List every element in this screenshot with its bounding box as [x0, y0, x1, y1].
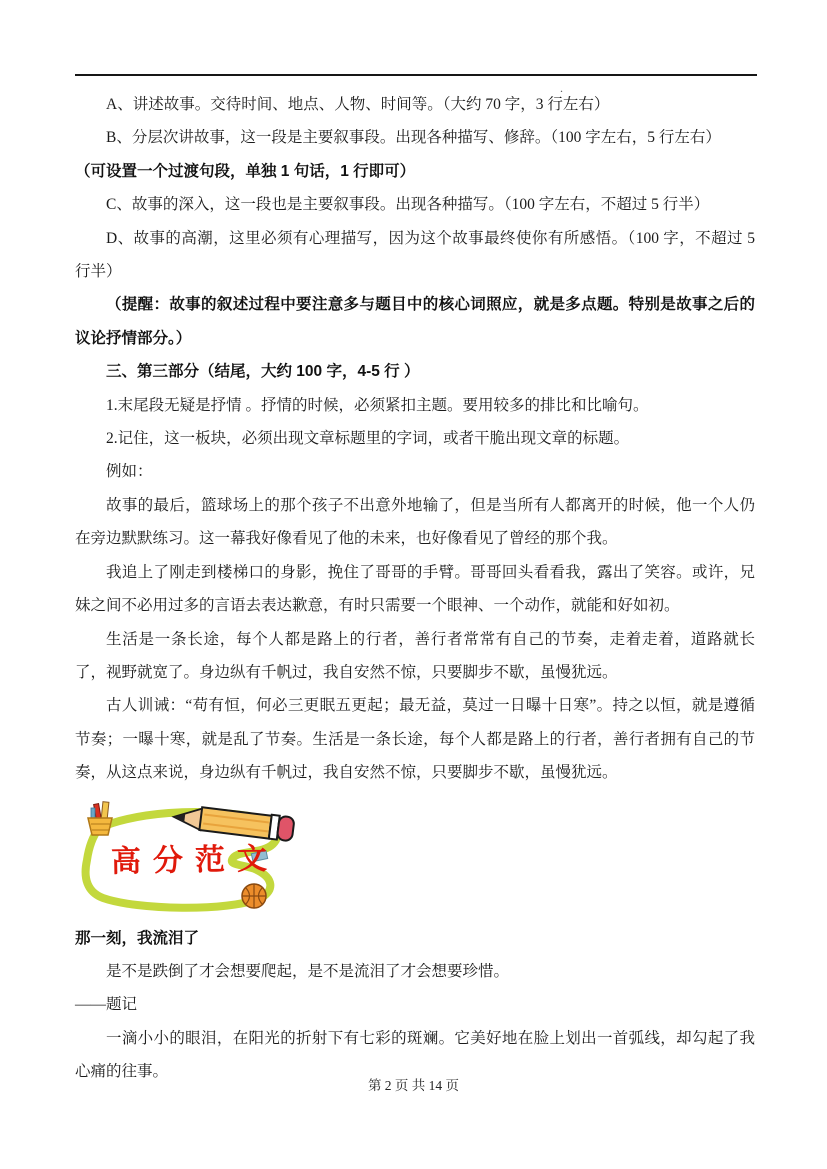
- example-paragraph-3: 生活是一条长途，每个人都是路上的行者，善行者常常有自己的节奏，走着走着，道路就长了，视野就宽了。身边纵有千帆过，我自安然不惊，只要脚步不歇，虽慢犹远。: [75, 630, 755, 681]
- banner-image: [77, 800, 295, 922]
- essay-epigraph: 是不是跌倒了才会想要爬起，是不是流泪了才会想要珍惜。: [106, 962, 510, 980]
- stray-mark: .: [560, 81, 563, 95]
- example-paragraph-2: 我追上了刚走到楼梯口的身影，挽住了哥哥的手臂。哥哥回头看看我，露出了笑容。或许，兄妹之间不必用过多的言语去表达歉意，有时只需要一个眼神、一个动作，就能和好如初。: [75, 563, 755, 615]
- part3-heading: 三、第三部分（结尾，大约 100 字，4-5 行 ）: [106, 363, 420, 381]
- outline-point-a: A、讲述故事。交待时间、地点、人物、时间等。（大约 70 字，3 行左右）: [106, 96, 610, 113]
- banner-title: 高分范文: [110, 842, 280, 878]
- example-paragraph-4: 古人训诫：“苟有恒，何必三更眠五更起；最无益，莫过一日曝十日寒”。持之以恒，就是遵循节奏；一曝十寒，就是乱了节奏。生活是一条长途，每个人都是路上的行者，善行者拥有自己的节奏，从这点来说，身边纵有千帆过，我自安然不惊，只要脚步不歇，虽慢犹远。: [75, 697, 755, 782]
- part3-rule-2: 2.记住，这一板块，必须出现文章标题里的字词，或者干脆出现文章的标题。: [106, 430, 630, 448]
- outline-point-c: C、故事的深入，这一段也是主要叙事段。出现各种描写。（100 字左右，不超过 5 行半）: [106, 196, 710, 214]
- outline-point-b: B、分层次讲故事，这一段是主要叙事段。出现各种描写、修辞。（100 字左右，5 行左右）: [106, 129, 721, 147]
- page-footer: 第 2 页 共 14 页: [367, 1078, 460, 1093]
- outline-point-d: D、故事的高潮，这里必须有心理描写，因为这个故事最终使你有所感悟。（100 字，不超过 5 行半）: [75, 229, 755, 281]
- basketball-icon: [242, 884, 266, 908]
- essay-paragraph-1: 一滴小小的眼泪，在阳光的折射下有七彩的斑斓。它美好地在脸上划出一首弧线，却勾起了我心痛的往事。: [75, 1029, 755, 1081]
- pencil-cup-icon: [88, 801, 112, 834]
- epigraph-signature: ——题记: [75, 996, 138, 1014]
- essay-title: 那一刻，我流泪了: [75, 929, 200, 947]
- example-label: 例如：: [106, 463, 153, 481]
- reminder-note: （提醒：故事的叙述过程中要注意多与题目中的核心词照应，就是多点题。特别是故事之后的议论抒情部分。）: [75, 296, 755, 347]
- part3-rule-1: 1.末尾段无疑是抒情 。抒情的时候，必须紧扣主题。要用较多的排比和比喻句。: [106, 396, 649, 414]
- document-body: [75, 88, 755, 1089]
- example-paragraph-1: 故事的最后，篮球场上的那个孩子不出意外地输了，但是当所有人都离开的时候，他一个人仍在旁边默默练习。这一幕我好像看见了他的未来，也好像看见了曾经的那个我。: [75, 496, 755, 548]
- transition-note: （可设置一个过渡句段，单独 1 句话，1 行即可）: [75, 162, 416, 180]
- header-rule: [75, 74, 757, 76]
